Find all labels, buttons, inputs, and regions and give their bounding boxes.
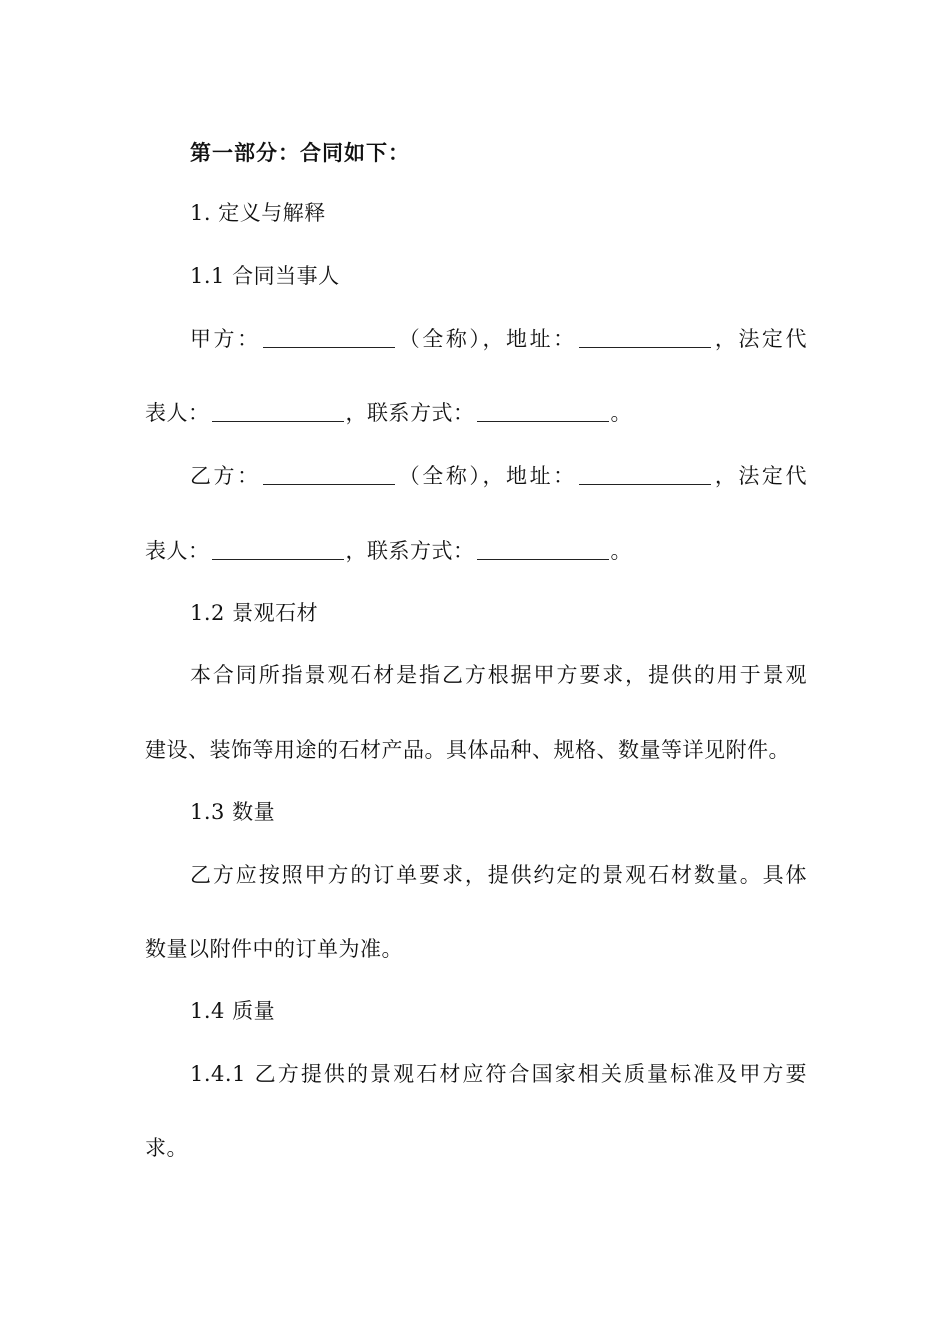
party-a-end-mark: 。: [610, 401, 632, 425]
clause-1-3-paragraph-line-1: 乙方应按照甲方的订单要求，提供约定的景观石材数量。具体: [190, 863, 807, 887]
party-b-rep-blank: [212, 539, 344, 560]
party-b-label: 乙方：: [190, 464, 261, 488]
party-b-legal-rep-label-end: 表人：: [145, 539, 210, 563]
party-a-contact-label: ，联系方式：: [345, 401, 475, 425]
clause-1-2-paragraph-line-2: 建设、装饰等用途的石材产品。具体品种、规格、数量等详见附件。: [145, 738, 790, 762]
party-a-legal-rep-label-start: ，法定代: [712, 327, 807, 351]
party-b-address-blank: [579, 464, 711, 485]
party-a-address-blank: [579, 327, 711, 348]
party-b-line-2: [145, 536, 632, 566]
clause-1-4-1-paragraph-line-2: 求。: [145, 1136, 188, 1160]
clause-1-4-heading: 1.4 质量: [190, 999, 276, 1023]
party-b-fullname-address-label: （全称），地址：: [396, 464, 577, 488]
party-a-name-blank: [263, 327, 395, 348]
section-title: 第一部分：合同如下：: [190, 141, 410, 165]
party-b-end-mark: 。: [610, 539, 632, 563]
party-b-contact-label: ，联系方式：: [345, 539, 475, 563]
clause-1-4-1-paragraph-line-1: 1.4.1 乙方提供的景观石材应符合国家相关质量标准及甲方要: [190, 1062, 807, 1086]
clause-1-3-heading: 1.3 数量: [190, 800, 276, 824]
party-a-label: 甲方：: [190, 327, 261, 351]
party-a-rep-blank: [212, 401, 344, 422]
clause-1-3-paragraph-line-2: 数量以附件中的订单为准。: [145, 937, 403, 961]
party-a-fullname-address-label: （全称），地址：: [396, 327, 577, 351]
party-a-legal-rep-label-end: 表人：: [145, 401, 210, 425]
party-a-line-2: [145, 398, 632, 428]
clause-1-1-heading: 1.1 合同当事人: [190, 264, 340, 288]
party-b-contact-blank: [477, 539, 609, 560]
party-b-line-1: [190, 461, 807, 491]
party-a-contact-blank: [477, 401, 609, 422]
party-b-name-blank: [263, 464, 395, 485]
party-b-legal-rep-label-start: ，法定代: [712, 464, 807, 488]
clause-1-2-heading: 1.2 景观石材: [190, 601, 319, 625]
clause-1-2-paragraph-line-1: 本合同所指景观石材是指乙方根据甲方要求，提供的用于景观: [190, 663, 807, 687]
clause-1-heading: 1. 定义与解释: [190, 201, 326, 225]
party-a-line-1: [190, 324, 807, 354]
